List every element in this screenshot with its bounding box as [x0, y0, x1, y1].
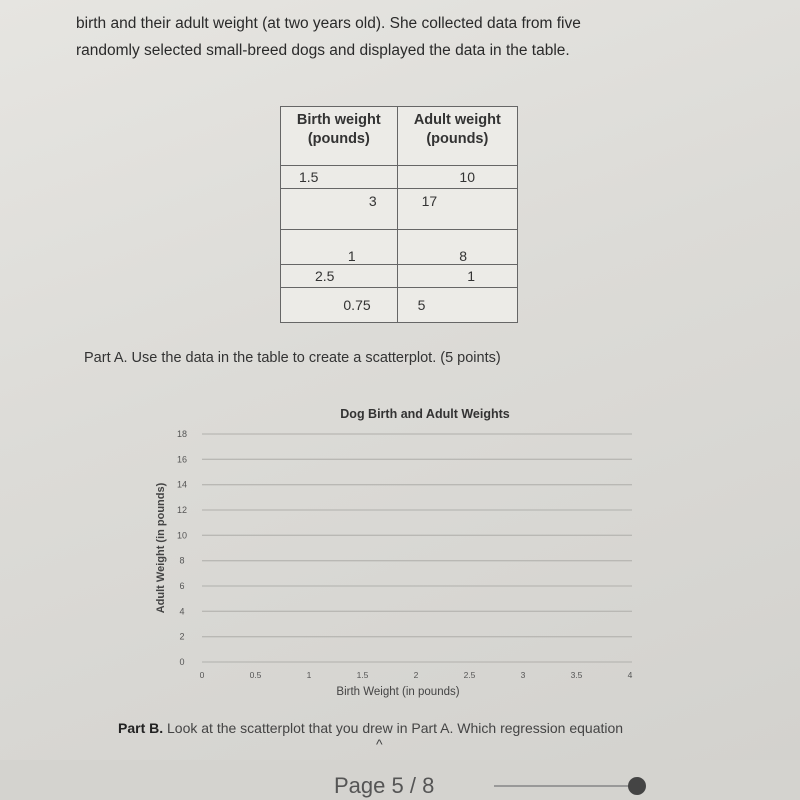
chart-grid — [202, 434, 632, 662]
table-row — [281, 230, 518, 265]
scatterplot[interactable] — [140, 400, 660, 710]
x-tick-label: 0.5 — [249, 670, 262, 680]
header-adult-weight: Adult weight (pounds) — [397, 107, 517, 166]
table-row — [281, 166, 518, 189]
page-slider-thumb[interactable] — [628, 777, 646, 795]
y-tick-label: 18 — [176, 429, 188, 439]
table-row — [281, 189, 518, 230]
x-tick-label: 3.5 — [570, 670, 583, 680]
cell-birth: 3 — [281, 189, 398, 230]
x-tick-label: 4 — [627, 670, 633, 680]
x-tick-label: 2.5 — [463, 670, 476, 680]
y-tick-label: 10 — [176, 530, 188, 541]
x-tick-label: 0 — [199, 670, 205, 680]
header-birth-weight: Birth weight (pounds) — [281, 107, 398, 166]
y-tick-label: 6 — [179, 581, 185, 591]
cell-adult: 5 — [397, 288, 517, 323]
x-axis-label: Birth Weight (in pounds) — [336, 686, 460, 698]
intro-line-1: birth and their adult weight (at two years old). She collected data from five — [76, 15, 581, 32]
table-row — [281, 265, 518, 288]
scroll-caret-icon[interactable]: ^ — [376, 736, 383, 752]
cell-birth: 0.75 — [281, 288, 398, 323]
cell-adult: 17 — [397, 189, 517, 230]
x-tick-label: 1.5 — [356, 670, 369, 680]
y-tick-label: 12 — [176, 505, 188, 515]
part-b-text: Look at the scatterplot that you drew in Part A. Which regression equation — [167, 720, 624, 736]
y-tick-label: 14 — [176, 479, 188, 490]
page-slider-track[interactable] — [494, 785, 644, 787]
x-tick-label: 1 — [306, 670, 312, 680]
cell-adult: 1 — [397, 265, 517, 288]
chart-title: Dog Birth and Adult Weights — [340, 407, 510, 421]
cell-birth: 1 — [281, 230, 398, 265]
x-tick-label: 3 — [520, 670, 526, 680]
cell-birth: 1.5 — [281, 166, 398, 189]
x-tick-labels — [200, 670, 633, 680]
part-b-label: Part B. — [118, 720, 164, 736]
y-tick-label: 8 — [179, 555, 185, 566]
page-indicator: Page 5 / 8 — [334, 773, 435, 798]
y-tick-label: 2 — [179, 631, 185, 642]
y-tick-label: 0 — [179, 657, 185, 667]
y-tick-labels — [177, 429, 187, 667]
y-axis-label: Adult Weight (in pounds) — [155, 482, 167, 614]
intro-line-2: randomly selected small-breed dogs and displayed the data in the table. — [76, 42, 570, 59]
intro-text — [76, 10, 696, 64]
part-b-prompt — [118, 720, 623, 736]
table-row — [281, 288, 518, 323]
weight-table — [280, 106, 518, 323]
part-a-prompt: Part A. Use the data in the table to create a scatterplot. (5 points) — [84, 350, 501, 366]
cell-adult: 10 — [397, 166, 517, 189]
cell-birth: 2.5 — [281, 265, 398, 288]
cell-adult: 8 — [397, 230, 517, 265]
x-tick-label: 2 — [413, 670, 419, 680]
y-tick-label: 4 — [179, 606, 185, 617]
y-tick-label: 16 — [176, 454, 188, 465]
